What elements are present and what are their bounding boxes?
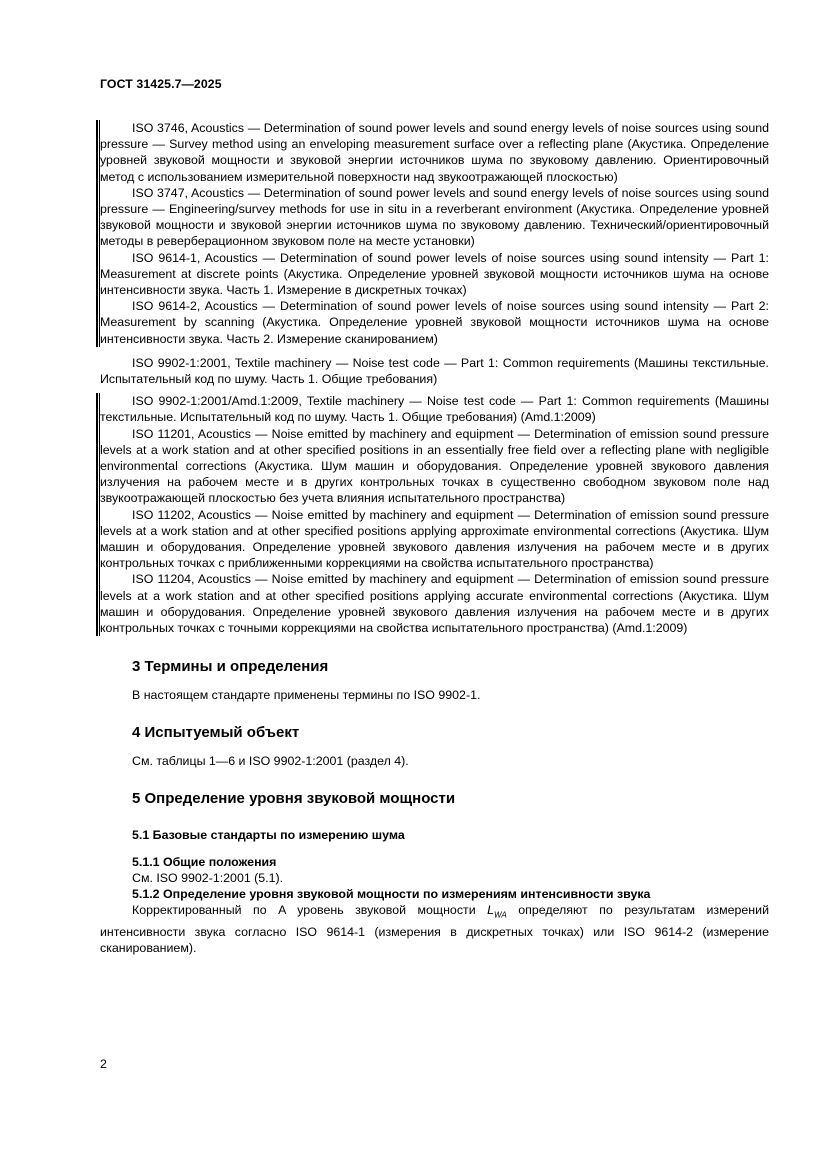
reference-iso-11201: ISO 11201, Acoustics — Noise emitted by machinery and equipment — Determination of emission sound pressure levels at a work station and at other specified positions in an essentially free field over a reflecting plane with negligible environmental corrections (Акустика. Шум машин и оборудования. Определение уровней звукового давления излучения на рабочем месте и в других контрольных точках в существенно свободном звуковом поле над звукоотражающей плоскостью без учета влияния испытательного пространства) bbox=[100, 426, 769, 506]
section-3-text: В настоящем стандарте применены термины по ISO 9902-1. bbox=[132, 688, 481, 703]
page-number: 2 bbox=[100, 1057, 107, 1071]
reference-iso-11202: ISO 11202, Acoustics — Noise emitted by machinery and equipment — Determination of emission sound pressure levels at a work station and at other specified positions applying approximate environmental corrections (Акустика. Шум машин и оборудования. Определение уровней звукового давления излучения на рабочем месте и в других контрольных точках с приближенными коррекциями на свойства испытательного пространства) bbox=[100, 507, 769, 571]
text-after-symbol: определяют по результатам измерений интенсивности звука согласно ISO 9614-1 (измерения в дискретных точках) или ISO 9614-2 (измерение сканированием). bbox=[100, 903, 769, 956]
reference-iso-3746: ISO 3746, Acoustics — Determination of sound power levels and sound energy levels of noise sources using sound pressure — Survey method using an enveloping measurement surface over a reflecting plane (Акустика. Определение уровней звуковой мощности и звуковой энергии источников шума по звуковому давлению. Ориентировочный метод с использованием измерительной поверхности над звукоотражающей плоскостью) bbox=[100, 121, 769, 184]
references-plain bbox=[100, 355, 769, 387]
section-5-title: 5 Определение уровня звуковой мощности bbox=[132, 790, 456, 808]
reference-iso-3747: ISO 3747, Acoustics — Determination of sound power levels and sound energy levels of noise sources using sound pressure — Engineering/survey methods for use in situ in a reverberant environment (Акустика. Определение уровней звуковой мощности и звуковой энергии источников шума по звуковому давлению. Технический/ориентировочный методы в реверберационном звуковом поле на месте установки) bbox=[100, 185, 769, 249]
reference-iso-9902-1: ISO 9902-1:2001, Textile machinery — Noise test code — Part 1: Common requirements (Машины текстильные. Испытательный код по шуму. Часть 1. Общие требования) bbox=[100, 355, 769, 387]
document-header: ГОСТ 31425.7—2025 bbox=[100, 77, 222, 91]
subsection-5-1-2-title: 5.1.2 Определение уровня звуковой мощности по измерениям интенсивности звука bbox=[132, 887, 651, 902]
revision-marked-references-2 bbox=[100, 393, 769, 636]
reference-iso-9614-2: ISO 9614-2, Acoustics — Determination of sound power levels of noise sources using sound intensity — Part 2: Measurement by scanning (Акустика. Определение уровней звуковой мощности источников шума на основе интенсивности звука. Часть 2. Измерение сканированием) bbox=[100, 299, 769, 346]
subsection-5-1-2-text bbox=[100, 902, 769, 956]
section-4-title: 4 Испытуемый объект bbox=[132, 724, 300, 742]
lwa-symbol: $L_{WA}$ bbox=[487, 903, 507, 920]
revision-marked-references-1 bbox=[100, 120, 769, 347]
document-body bbox=[100, 120, 769, 956]
reference-iso-9902-1-amd: ISO 9902-1:2001/Amd.1:2009, Textile machinery — Noise test code — Part 1: Common requirements (Машины текстильные. Испытательный код по шуму. Часть 1. Общие требования) (Amd.1:2009) bbox=[100, 394, 769, 425]
subsection-5-1-title: 5.1 Базовые стандарты по измерению шума bbox=[132, 828, 405, 843]
section-4-text: См. таблицы 1—6 и ISO 9902-1:2001 (раздел 4). bbox=[132, 754, 409, 769]
subsection-5-1-1-title: 5.1.1 Общие положения bbox=[132, 855, 277, 870]
subsection-5-1-1-text: См. ISO 9902-1:2001 (5.1). bbox=[132, 871, 284, 886]
reference-iso-9614-1: ISO 9614-1, Acoustics — Determination of sound power levels of noise sources using sound intensity — Part 1: Measurement at discrete points (Акустика. Определение уровней звуковой мощности источников шума на основе интенсивности звука. Часть 1. Измерение в дискретных точках) bbox=[100, 250, 769, 298]
section-3-title: 3 Термины и определения bbox=[132, 658, 329, 676]
text-before-symbol: Корректированный по A уровень звуковой мощности bbox=[132, 903, 488, 918]
reference-iso-11204: ISO 11204, Acoustics — Noise emitted by machinery and equipment — Determination of emission sound pressure levels at a work station and at other specified positions applying accurate environmental corrections (Акустика. Шум машин и оборудования. Определение уровней звукового давления излучения на рабочем месте и в других контрольных точках с точными коррекциями на свойства испытательного пространства) (Amd.1:2009) bbox=[100, 572, 769, 636]
